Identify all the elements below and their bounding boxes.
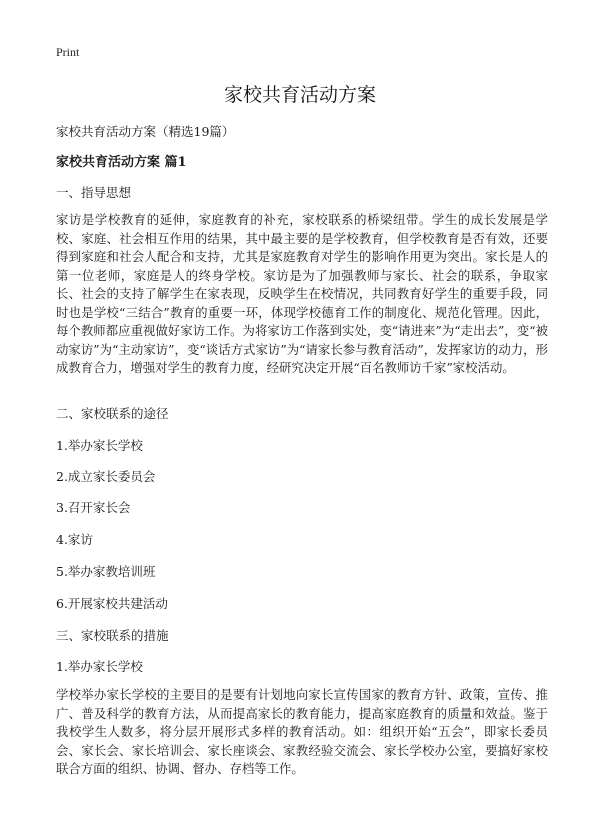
- sub-heading-parent-school: 1.举办家长学校: [56, 659, 143, 674]
- list-item: 4.家访: [56, 532, 93, 547]
- list-item: 6.开展家校共建活动: [56, 596, 168, 611]
- heading-guiding-ideology: 一、指导思想: [56, 185, 132, 200]
- heading-contact-measures: 三、家校联系的措施: [56, 628, 169, 643]
- document-subtitle: 家校共育活动方案（精选19篇）: [56, 124, 235, 139]
- print-link[interactable]: Print: [56, 45, 80, 59]
- section-title: 家校共育活动方案 篇1: [56, 155, 187, 170]
- list-item: 2.成立家长委员会: [56, 469, 156, 484]
- heading-contact-channels: 二、家校联系的途径: [56, 406, 169, 421]
- paragraph-guiding-ideology: 家访是学校教育的延伸，家庭教育的补充，家校联系的桥梁纽带。学生的成长发展是学校、家庭、社会相互作用的结果，其中最主要的是学校教育，但学校教育是否有效，还要得到家庭和社会人配合和支持，尤其是家庭教育对学生的影响作用更为突出。家长是人的第一位老师，家庭是人的终身学校。家访是为了加强教师与家长、社会的联系，争取家长、社会的支持了解学生在家表现，反映学生在校情况，共同教育好学生的重要手段，同时也是学校“三结合”教育的重要一环，体现学校德育工作的制度化、规范化管理。因此，每个教师都应重视做好家访工作。为将家访工作落到实处，变“请进来”为“走出去”，变“被动家访”为“主动家访”，变“谈话方式家访”为“请家长参与教育活动”，发挥家访的动力，形成教育合力，增强对学生的教育力度，经研究决定开展“百名教师访千家”家校活动。: [56, 212, 548, 375]
- list-item: 1.举办家长学校: [56, 438, 143, 453]
- list-item: 5.举办家教培训班: [56, 564, 156, 579]
- document-title: 家校共育活动方案: [223, 84, 376, 106]
- list-item: 3.召开家长会: [56, 500, 131, 515]
- paragraph-parent-school: 学校举办家长学校的主要目的是要有计划地向家长宣传国家的教育方针、政策，宣传、推广、普及科学的教育方法，从而提高家长的教育能力，提高家庭教育的质量和效益。鉴于我校学生人数多，将分层开展形式多样的教育活动。如：组织开始“五会”，即家长委员会、家长会、家长培训会、家长座谈会、家教经验交流会、家长学校办公室，要搞好家校联合方面的组织、协调、督办、存档等工作。: [56, 687, 548, 776]
